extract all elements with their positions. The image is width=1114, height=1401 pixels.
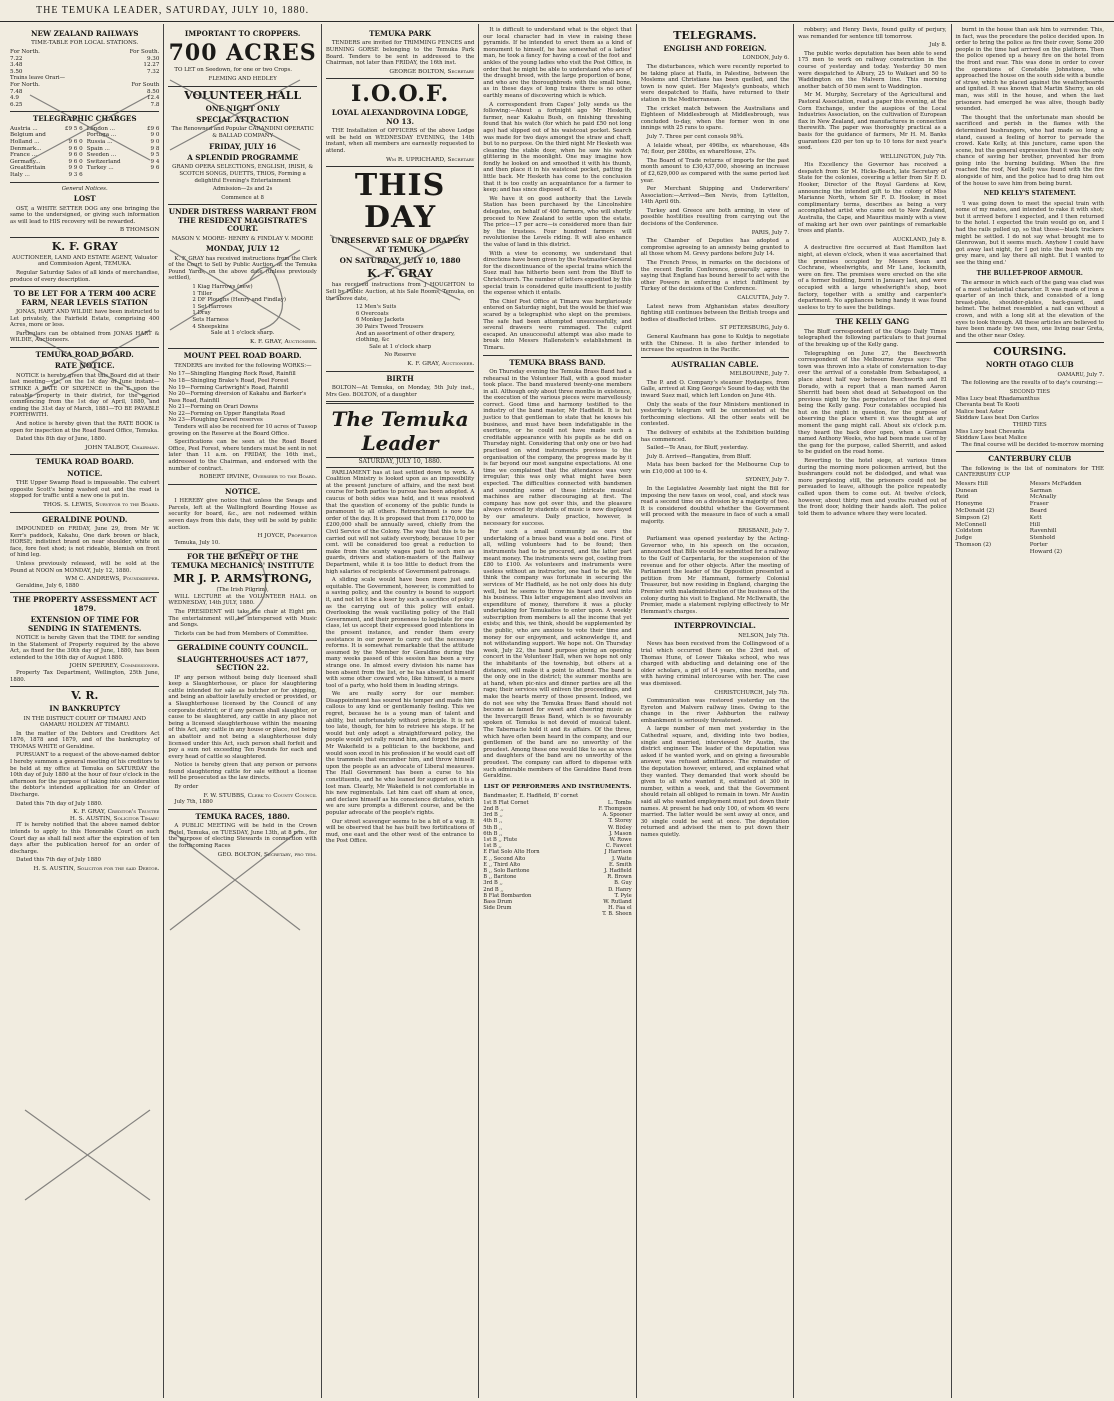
boarding-notice-signature: H JOYCE, Proprietor [257, 533, 317, 540]
kelly-gang-heading: THE KELLY GANG [835, 317, 910, 327]
railway-subheading: TIME-TABLE FOR LOCAL STATIONS. [31, 40, 139, 47]
south-time: 7.8 [150, 101, 160, 108]
distress-item: 1 Dray [192, 310, 211, 317]
slaughter-signature: F. W. STUBBS, Clerk to County Council [203, 792, 317, 799]
band-row: 1st B Flat Cornet L. Tombs [483, 799, 632, 806]
english-foreign-heading: ENGLISH AND FOREIGN. [663, 44, 767, 53]
band-row: B ,, Solo Baritone J. Hadfield [483, 867, 632, 874]
pound-heading: GERALDINE POUND. [42, 514, 128, 524]
telegram-paragraph: CALCUTTA, July 7. [737, 295, 790, 301]
interprovincial-paragraph: News has been received from the Collingwood of a trial which occurred there on the 23rd inst. of Thomas Hune, of Lower Takaka school, who was charged with abducting and detaining one of the older scholars, a girl of 14 years, nine months, and with having criminal intercourse with her. The case was dismissed. [640, 641, 790, 687]
coursing-place: OAMARU, July 7. [1057, 371, 1104, 378]
distress-sale: Sale at 1 o'clock sharp. [210, 330, 275, 337]
hall-commence: Commence at 8 [221, 194, 264, 201]
rate-row: Germany... 9 6 0 [10, 158, 83, 165]
paper-date: SATURDAY, JULY 10, 1880. [326, 457, 474, 468]
races-text: A PUBLIC MEETING will be held in the Crown Hotel, Temuka, on TUESDAY, June 13th, at 8 p.m., for the purpose of electing Stewards in connection with the forthcoming Races [168, 823, 317, 850]
telegram-paragraph: AUCKLAND, July 8. [892, 236, 947, 243]
let-text: JONAS, HART AND WILDIE have been instructed to Let privately, the Fairfield Estate, comprising 400 Acres, more or less. [10, 309, 160, 329]
band-row: 5th B ,, W. Bixley [483, 824, 632, 831]
interprovincial-paragraph: A large number of men met yesterday in the Cathedral square, and, dividing into two bodies, single and married, interviewed Mr Austin, the district engineer. The leader of the deputation was asked if he wanted work, and on giving a favourable answer, was refused admittance. The remainder of the deputation however, entered, and explained what they wanted. They demanded that work should be given to all who wanted it, estimated at 300 in number, within a week, and that the Government should retain all obliged to remain in town. Mr Austin said all who wanted employment must put down their names. At present he had only 100, of whom 46 were married. The latter would be sent away at once, and 30 single could be sent at once. The deputation returned and advised the men to put down their names quietly. [640, 726, 790, 838]
extension-signature: JOHN SPERREY, Commissioner. [69, 663, 160, 670]
distress-text: K. F. GRAY has received instructions from the Clerk of the Court to Sell by Public Auction, at the Temuka Pound Yards, on the above date (unless previously settled), [168, 255, 317, 282]
nominator: Fraser [1029, 501, 1049, 508]
telegram-paragraph: The cricket match between the Australians and Eighteen of Middlesbrough at Middlesbrough, was concluded to-day, when the former won in one innings with 25 runs to spare. [640, 105, 790, 132]
road-board-heading: TEMUKA ROAD BOARD. [35, 350, 134, 360]
band-row: B Flat Bombardon T. Pyle [483, 892, 632, 899]
local-paragraph: With a view to economy, we understand that directions have been given by the Postmaster-General for the discontinuance of the special trains which the Suez mail has hitherto been sent from the Bluff to Christchurch. The number of letters expedited by this special train is considered quite insufficient to justify the expense which it entails. [483, 250, 632, 297]
telegram-paragraph: A destructive fire occurred at East Hamilton last night, at eleven o'clock, when it was ascertained that the premises occupied by Messrs Swan and Cochrane, wheelwrights, and Mr Lane, locksmith, were on fire. The premises were erected on the site of a former building, burnt in January last, and were occupied with a large wheelwright's shop, boot factory, together with a smithy and carpenter's department. No appliances being handy it was found useless to try to save the buildings. [798, 245, 947, 311]
band-row: 2nd B ,, F. Thompson [483, 805, 632, 812]
peel-heading: MOUNT PEEL ROAD BOARD. [183, 351, 302, 361]
peel-item: No 18—Shingling Brake's Road, Peel Forest [168, 377, 289, 384]
extension-place: Property Tax Department, Wellington, 25th June, 1880. [10, 669, 160, 683]
rate-row: Spain ... 9 8 [86, 145, 160, 152]
telegram-paragraph: robbery; and Henry Davis, found guilty of perjury, was remanded for sentence till tomorrow. [798, 27, 947, 40]
cable-paragraph: Only the seats of the four Ministers mentioned in yesterday's telegram will be uncontested at the forthcoming elections. All the other seats will be contested. [640, 401, 790, 428]
masthead-title: THE TEMUKA LEADER, SATURDAY, JULY 10, 1880. [36, 5, 310, 16]
bankruptcy-solicitor: H. S. AUSTIN, Solicitor Timaru [69, 815, 160, 822]
north-time: 3.48 [10, 62, 23, 69]
birth-heading: BIRTH [386, 373, 414, 383]
kelly-statement-heading: NED KELLY'S STATEMENT. [983, 190, 1076, 198]
bankruptcy-heading: IN BANKRUPTCY [49, 704, 121, 714]
north-label: For North. [10, 49, 40, 55]
nominator: Ravenhill [1029, 528, 1057, 535]
races-signature: GEO. BOLTON, Secretary, pro tem. [217, 851, 317, 858]
rate-row: Turkey ... 9 6 [86, 165, 160, 172]
bankruptcy-text-2: PURSUANT to a request of the above-named debtor I hereby summon a general meeting of his creditors to be held at my office at Temuka on SATURDAY the 10th day of July 1880 at the hour of four o'clock in the afternoon for the purpose of taking into consideration the debtor's intended application for an Order of Discharge. [10, 752, 160, 799]
nominator: Porter [1029, 542, 1048, 549]
slaughter-by: By order [174, 784, 199, 791]
nominator [956, 549, 1030, 556]
coursing-tie: SECOND TIES [1009, 388, 1050, 395]
peel-item: No 19—Forming Cartwright's Road, Rainfill [168, 384, 289, 391]
canterbury-text: The following is the list of nominators for THE CANTERBURY CUP [955, 465, 1104, 479]
band-row: Bass Drum W. Rutland [483, 898, 632, 905]
coursing-heading: COURSING. [993, 345, 1067, 359]
park-heading: TEMUKA PARK [369, 29, 431, 38]
kelly-paragraph: Reverting to the hotel siege, at various times during the morning more policemen arrived, but the bushrangers could not be dislodged, and what was more perplexing still, the prisoners could not be persuaded to leave, although the police repeatedly called upon them to come out. At twelve o'clock, however, about thirty men and youths rushed out of the front door, holding their hands aloft. The police told them to advance where they were located. [798, 458, 947, 517]
rate-row: Italy ... 9 3 6 [10, 171, 83, 178]
coursing-tie: Skiddaw Lass beat Don Carlos [955, 415, 1039, 422]
coursing-club: NORTH OTAGO CLUB [985, 360, 1074, 370]
peel-item: No 17—Shingling Hanging Rock Road, Rainfill [168, 371, 296, 378]
editorial-paragraph: PARLIAMENT has at last settled down to work. A Coalition Ministry is looked upon as an impossibility at the present juncture of affairs, and the next best course for both parties to pursue has been adopted. A caucus of both sides was held, and it was resolved that the question of economy of the public funds is paramount to all others. Retrenchment is now the order of the day. It is proposed that from £170,000 to £200,000 shall be annually saved, chiefly from the Civil Service of the Colony. The way that this is to be carried out will not satisfy everybody, because 10 per cent. will be considered too great a reduction to make from the scanty wages paid to such men as guards, drivers and station-masters of the Railway Department, while it is too little to deduct from the high salaries of recipients of Government patronage. [325, 469, 475, 575]
band-master: Bandmaster, E. Hadfield, B' cornet [483, 793, 579, 800]
slaughter-text: IF any person without being duly licensed shall keep a Slaughterhouse, or place for slaughtering cattle intended for sale as butcher or for shipping, and being an abattoir lawfully erected or provided, or a Slaughterhouse licensed by the Council of any corporate district; or if any person shall slaughter, or cause to be slaughtered, any cattle in any place not being a licensed slaughterhouse within the meaning of this Act, any cattle in any house or place, not being an abattoir and not being a slaughterhouse duly licensed under this Act, such person shall forfeit and pay a sum not exceeding Ten Pounds for each and every head of cattle so slaughtered. [168, 674, 317, 760]
telegram-paragraph: WELLINGTON, July 7th. [880, 153, 947, 160]
coursing-tie: Chevanta beat Te Kooti [955, 402, 1020, 409]
distress-item: 4 Sheepskins [192, 323, 229, 330]
rate-row [87, 172, 160, 179]
railway-timetable-temuka [10, 49, 159, 75]
coursing-final: The final course will be decided to-morrow morning [961, 441, 1104, 448]
nominators-list [956, 481, 1104, 556]
this-day-sale: Sale at 1 o'clock sharp [369, 343, 432, 350]
benefit-heading: FOR THE BENEFIT OF THE TEMUKA MECHANICS' INSTITUTE [171, 552, 314, 570]
peel-item: No 21—Forming on Orari Downs [168, 404, 259, 411]
distress-item: 1 Set Harrows [192, 303, 233, 310]
boarding-notice-text: I HEREBY give notice that unless the Swags and Parcels, left at the Wallingford Boarding House as security for board, &c., are not redeemed within seven days from this date, they will be sold by public auction. [168, 498, 317, 531]
editorial-paragraph: We are really sorry for our member. Disappointment has soured his temper and made him callous to any kind or gentlemanly feeling. This we regret, because he is a young man of talent and ability, but unfortunately without principle. It is not too late, though, for him to retrieve his steps. If he would but only adopt a straightforward policy, the people would yet rally round him, and forget the past. Mr Wakefield is a politician to the backbone, and would soon excel in his profession if he would cast off the trammels that encumber him, and throw himself upon the people as an advocate of Liberal measures. The Hall Government has been a curse to his constituents, and he who leaned for support on it is a lost man. Clearly, Mr Wakefield is not comfortable in his new regimentals. Let him cast off sham at once, and declare himself as his conscience dictates, which we are sure prompts a different course, and be the popular advocate of the people's rights. [325, 691, 475, 816]
ioof-signature: Wm R. UPRICHARD, Secretary [385, 156, 475, 163]
band-row: E Flat Solo Alto Horn J Harrison [483, 849, 632, 856]
north-time: 6.25 [10, 101, 23, 108]
band-row: E ,, Second Alto J. Waite [483, 855, 632, 862]
telegram-paragraph: Per Merchant Shipping and Underwriters' Association:—Arrived—Ben Nevis, from Lyttelton, 14th April 6th. [640, 186, 790, 206]
local-paragraph: The Chief Post Office at Timaru was burglariously entered on Saturday night, but the would be thief was scared by a telegraphist who slept on the premises. The safe had been attempted unsuccessfully, and several drawers were rummaged. The culprit escaped. An unsuccessful attempt was also made to break into Messrs Hallenstein's establishment in Timaru. [483, 298, 632, 351]
local-paragraph: A correspondent from Capes' Jolly sends us the following:—About a fortnight ago Mr Hesketh, farmer, near Kakahu Bush, on finishing threshing found that his watch (for which he paid £50 not long ago) had slipped out of his waistcoat pocket. Search was made for two days amongst the straw and chaff, but to no purpose. On the third night Mr Hesketh was cleaning the stable door, when he saw his watch glittering in the moonlight. One may imagine how fondly he looked on and smoothed it with his thumb, and then place it in his waistcoat pocket, patting its little back. Mr Hesketh has come to the conclusion that it is too costly an acquaintance for a farmer to keep; and has since disposed of it. [483, 101, 632, 194]
rate-row: Holland ... 9 6 0 [10, 138, 83, 145]
telegram-paragraph: Turkey and Greece are both arming, in view of possible hostilities resulting from carrying out the decisions of the Conference. [640, 207, 790, 228]
let-heading: TO BE LET FOR A TERM 400 ACRE FARM, NEAR LEVELS STATION [13, 289, 156, 307]
nominator: Messrs McFadden [1029, 480, 1082, 487]
telegrams-heading: TELEGRAMS. [673, 29, 757, 42]
hall-programme: A SPLENDID PROGRAMME [187, 153, 299, 162]
coursing-text: The following are the results of to day's coursing:— [961, 380, 1103, 387]
this-day-sub: UNRESERVED SALE OF DRAPERY AT TEMUKA [331, 236, 469, 254]
telegram-paragraph: ST PETERSBURG, July 6. [719, 325, 790, 332]
rate-row: Russia ... 9 0 [86, 138, 160, 145]
coursing-tie: Miss Lucy beat Chevanta [955, 428, 1025, 435]
editorial-paragraph: Our street scavenger seems to be a bit of a wag. It will be observed that he has built two fortifications of mud, one east and the other west of the entrance to the Post Office. [325, 818, 475, 845]
lost-heading: LOST [73, 194, 96, 204]
telegram-paragraph: The French Press, in remarks on the decisions of the recent Berlin Conference, generally agree in saying that England has bound herself to act with the other Powers in enforcing a strict fulfilment by Turkey of the decisions of the Conference. [640, 260, 790, 293]
column-3 [321, 24, 478, 1398]
lost-text: OST, a WHITE SETTER DOG any one bringing the same to the undersigned, or giving such information as will lead to HIS recovery will be rewarded. [10, 205, 160, 225]
distress-day: MONDAY, JULY 12 [205, 244, 280, 254]
distress-heading: UNDER DISTRESS WARRANT FROM THE RESIDENT MAGISTRATE'S COURT. [168, 207, 317, 234]
ioof-text: THE Installation of OFFICERS of the above Lodge will be held on WEDNESDAY EVENING, the 14th instant, when all members are earnestly requested to attend. [325, 128, 475, 154]
benefit-pilgrim: (The Irish Pilgrim), [216, 587, 269, 594]
telegram-paragraph: PARIS, July 7. [751, 229, 790, 236]
benefit-text-2: The PRESIDENT will take the chair at Eight pm. The entertainment will be interspersed with Music and Songs. [168, 608, 317, 629]
county-heading: GERALDINE COUNTY COUNCIL. [176, 643, 309, 653]
coursing-tie: Skiddaw Lass beat Malice [955, 435, 1027, 442]
band-row: B ,, Baritone R. Brown [483, 874, 632, 881]
kelly-paragraph: The thought that the unfortunate man should be sacrificed and perish in the flames with the determined bushrangers, who had made so long a stand, caused a feeling of horror to pervade the crowd. Kate Kelly, at this juncture, came upon the scene, but the general expression that it was the only chance of saving her brother, prevented her from going into the burning building. When the fire reached the roof, Ned Kelly was found with the fire alongside of him, and the police had to drag him out of the house to save him from being burnt. [955, 114, 1104, 187]
telegram-paragraph: General Kaufmann has gone to Kuldja to negotiate with the Chinese. It is also further intended to increase the squadron in the Pacific. [640, 333, 790, 354]
north-time: 7.48 [10, 88, 23, 95]
benefit-text: WILL LECTURE at the VOLUNTEER HALL on WEDNESDAY, 14th JULY, 1880. [168, 593, 317, 607]
benefit-name: MR J. P. ARMSTRONG, [173, 572, 313, 586]
extension-text: NOTICE is hereby Given that the TIME for sending in the Statement of Property required by the above Act, as fixed for the 30th day of June, 1880, has been extended to the 16th day of August 1880. [10, 634, 160, 661]
pound-date: Geraldine, July 6, 1880 [16, 582, 79, 589]
column-1 [6, 24, 163, 1398]
band-list-heading: LIST OF PERFORMERS AND INSTRUMENTS. [483, 783, 632, 790]
this-day-item: And an assortment of other drapery, clothing, &c [355, 330, 455, 344]
rate-row: London ... £9 6 [86, 125, 160, 132]
cable-paragraph: BRISBANE, July 7. [738, 527, 790, 534]
armour-heading: THE BULLET-PROOF ARMOUR. [976, 269, 1083, 277]
croppers-heading: IMPORTANT TO CROPPERS. [184, 29, 301, 38]
rate-row: Switzerland 9 4 [86, 158, 160, 165]
coursing-tie: Miss Lucy beat Rhadamanthus [955, 395, 1040, 402]
telegraph-rates [10, 126, 159, 179]
kgray-heading: K. F. GRAY [51, 239, 118, 253]
nominator: Simpson (2) [955, 514, 990, 521]
peel-text-2: Tenders will also be received for 10 acres of Tussop growing on the Reserve at the Board Office. [168, 424, 317, 437]
croppers-acres: 700 ACRES [168, 40, 317, 67]
cable-paragraph: The P. and O. Company's steamer Hydaspes, from Galle, arrived at King George's Sound to-day, with the inward Suez mail, which left London on June 4th. [640, 379, 790, 399]
nominator: Sarman [1029, 487, 1052, 494]
peel-item: No 22—Forming on Upper Rangitata Road [168, 410, 285, 417]
pound-text-2: Unless previously released, will be sold at the Pound at NOON on MONDAY, July 12, 1880. [10, 560, 160, 574]
band-row: 6th B ,, J. Mason [483, 830, 632, 837]
lost-signature: B THOMSON [119, 227, 160, 234]
editorial-paragraph: A sliding scale would have been more just and equitable. The Government, however, is committed to a saving policy, and the country is bound to support it, and not let it be a loser by such a sacrifice of policy as the carrying out of this policy will entail. Overlooking the weak vacillating policy of the Hall Government, and their proneness to legislate for one class, let us accept their expressed good intentions in the present instance, and render them every assistance in our power to carry out the necessary reforms. It is somewhat remarkable that the attitude assumed by the Member for Geraldine during the many weeks passed of this session has been a very strange one. In almost every division his name has been absent from the list, or he has absented himself with some other coward who, like himself, is a mere tool of a party, who hold them in leading strings. [325, 577, 475, 689]
telegram-paragraph: July 7. Three per cent consols 98¾. [646, 133, 744, 140]
this-day-item: 6 Overcoats [355, 310, 389, 317]
this-day-item: 30 Pairs Tweed Trousers [355, 323, 424, 330]
this-day-kgray: K. F. GRAY [367, 267, 434, 281]
interprovincial-paragraph: Communication was restored yesterday on the Eyreton and Malvern railway lines. Owing to the change in the river Ashburton the railway embankment is seriously threatened. [640, 698, 790, 724]
band-row: 3rd B ,, A. Spooner [483, 812, 632, 819]
kelly-paragraph: The armour in which each of the gang was clad was of a most substantial character. It was made of iron a quarter of an inch thick, and consisted of a long breast-plate, shoulder-plates, back-guard, and helmet. The helmet resembled a nail can without a crown, and with a long slit at the elevation of the eyes to look through. All these articles are believed to have been made by two men, one living near Greta, and the other near Oxley. [955, 280, 1104, 339]
rate-row: France ... 9 6 0 [10, 152, 83, 159]
distress-signature: K. F. GRAY, Auctioneer. [249, 338, 317, 345]
kgray-text: Regular Saturday Sales of all kinds of merchandise, produce of every description. [10, 270, 160, 283]
telegram-paragraph: July 8. [929, 42, 947, 49]
croppers-signature: FLEMING AND HEDLEY [208, 76, 277, 82]
park-signature: GEORGE BOLTON, Secretary [389, 68, 475, 75]
south-time: 9.30 [146, 55, 160, 62]
notice-text: THE Upper Swamp Road is impassable. The culvert opposite Scott's being washed out and the road is stopped for traffic until a new one is put in. [10, 480, 160, 500]
rate-text-2: And notice is hereby given that the RATE BOOK is open for inspection at the Road Board Office, Temuka. [10, 421, 160, 434]
extension-heading: EXTENSION OF TIME FOR SENDING IN STATEMENTS. [27, 615, 142, 633]
nominator: Beard [1029, 508, 1047, 515]
band-row: 4th B ,, T. Storey [483, 818, 632, 825]
distress-item: 1 Kiag Harrows (new) [192, 283, 253, 290]
nominator: McDonald (2) [955, 508, 995, 515]
north-time: 7.22 [10, 55, 23, 62]
band-row: T. B. Sheen [602, 911, 632, 918]
trains-leave-orari: Trains leave Orari— [10, 75, 66, 82]
rate-row: Portuga ... 9 0 [86, 132, 160, 139]
general-notices-heading: General Notices. [61, 185, 108, 192]
telegram-paragraph: Mr M. Murphy, Secretary of the Agricultural and Pastoral Association, read a paper this evening, at the Corn Exchange, under the auspices of the Local Industries Association, on the cultivation of European flax in New Zealand, and manufactures in connection therewith. The paper was thoroughly practical as a basis for the guidance of farmers, Mr H. M. Banks guarantees £20 per ton up to 10 tons for next year's seed. [798, 92, 947, 152]
south-label: For South [131, 81, 160, 88]
this-day-date: ON SATURDAY, JULY 10, 1880 [339, 255, 461, 265]
column-5 [636, 24, 793, 1398]
kelly-paragraph: burnt in the house than ask him to surrender. This, in fact, was the procedure the police decided upon. In order to bring the police as fire their cover, Some 200 people in the time had arrived on the platform. Then the police opened up a heavy fire on the hotel from the front and rear. This was done in order to cover the operations of Constable Johnstone, who approached the house on the south side with a bundle of straw, which he placed against the weatherboards and ignited. It was known that Martin Sherry, an old man, was still in the house, and when the last prisoners had emerged he was alive, though badly wounded. [955, 27, 1104, 113]
column-7 [951, 24, 1108, 1398]
distress-parties: MASON V. MOORE- HENRY & FINDLAY V. MOORE [171, 235, 314, 242]
kelly-paragraph: Telegraphing on June 27, the Beechworth correspondent of the Melbourne Argus says: 'The town was thrown into a state of consternation to-day over the arrival of a constable from Sebastapool, a place about half way between Beechworth and El Dorado, with a report that a man named Aaron Sherritt had been shot dead at Sebastopool on the previous night by the perpetrators of the foul deed being the Kelly gang. Four constables occupied his hut on the night in question, for the purpose of observing the place where it was thought at any moment the gang might call. About six o'clock p.m. they heard the back door open, when a German named Anthony Weeks, who had been made use of by the gang for the purpose, called Sherritt, and asked to be guided on the road home. [798, 350, 947, 456]
bankruptcy-court: IN THE DISTRICT COURT OF TIMARU AND OAMARU HOLDEN AT TIMARU. [23, 715, 146, 729]
notice-signature: THOS. S. LEWIS, Surveyor to the Board. [43, 501, 160, 508]
cable-paragraph: In the Legislative Assembly last night the Bill for imposing the new taxes on wool, coal, and stock was read a second time on a division by a majority of two. It is considered doubtful whether the Government will proceed with the measure in face of such a small majority. [640, 486, 790, 526]
rate-row: Denmark... 9 6 0 [10, 145, 83, 152]
boarding-notice-heading: NOTICE. [225, 486, 261, 496]
peel-signature: ROBERT IRVINE, Overseer to the Board. [199, 474, 317, 481]
nominator: Hill [1029, 521, 1041, 528]
rate-row: Belgium and [10, 132, 46, 139]
paper-title: The Temuka Leader [331, 407, 469, 456]
band-paragraph: For such a small community as ours the undertaking of a brass band was a bold one. First of all, willing volunteers had to be found; then instruments had to be procured, and the latter part meant money. The instruments were got, costing from £80 to £100. As volunteers and instruments were useless without an instructor, one had to be got. We think the company was fortunate in securing the services of Mr Hadfield, as he not only does his duty well, but he seems to throw his heart and soul into his business. This latter engagement also involves an expenditure of money, therefore it was a plucky undertaking for Temukaites to enter upon. A weekly subscription from members is all the income that yet exists; and this, we think, should be supplemented by the public, who are anxious to vote their time and money for our enjoyment, and acknowledge it, and not withstanding support. We hope not. On Thursday week, July 22, the band purpose giving an opening concert in the Volunteer Hall, when we hope not only the inhabitants of the township, but others at a distance, will make it a point to attend. The band is the only one in the district; the summer months are at hand, when pic-nics and dinner parties are all the rage; their services will enliven the proceedings, and make the hearts merry of those present. Indeed, we do not see why the Temuka Brass Band should not become as famed for sweet and cheering music as the Invercargill Brass Band, which is so favourably spoken of. Temuka is not devoid of musical talent. The Tabernacle hold it and its affairs. Of the three, which have often been heard in the company, and our gentlemen of the band are no unworthy of the proudest. Among these one would like to see as wives and daughters of the band are no unworthy of the proudest. The company can afford to dispense with such admirable members of the Geraldine Band from Geraldine. [483, 529, 632, 780]
telegraph-heading: TELEGRAPHIC CHARGES [32, 114, 137, 124]
nominator: Judge [955, 535, 972, 542]
hall-one-night: ONE NIGHT ONLY [205, 103, 280, 113]
cable-paragraph: SYDNEY, July 7. [745, 477, 790, 484]
hall-friday: FRIDAY, JULY 16 [209, 141, 277, 151]
telegram-paragraph: The Board of Trade returns of imports for the past month amount to £30,437,000, showing an increase of £2,629,000 as compared with the same period last year. [640, 157, 790, 184]
distress-item: Sets Harness [192, 316, 229, 323]
cable-paragraph: The delivery of exhibits at the Exhibition building has commenced. [640, 429, 790, 443]
column-2 [163, 24, 320, 1398]
bankruptcy-text-3: IT is hereby notified that the above named debtor intends to apply to this Honorable Court on such Court day as shall fall next after the expiration of ten days after the publication hereof for an order of discharge. [10, 822, 160, 855]
ioof-heading: I.O.O.F. [351, 81, 450, 108]
telegram-paragraph: LONDON, July 6. [742, 55, 790, 62]
peel-text: TENDERS are invited for the following WORKS:— [174, 362, 312, 369]
south-label: For South. [129, 49, 160, 55]
rate-signature: JOHN TALBOT, Chairman. [85, 444, 160, 451]
masthead [0, 0, 1114, 22]
slaughter-date: July 7th, 1880 [174, 799, 213, 806]
band-row: 1st B ,, C. Fawcet [483, 843, 632, 850]
croppers-text: TO LET on Seedown, for one or two Crops. [174, 67, 292, 74]
telegram-paragraph: A lelaide wheat, per 496lbs, ex wharehouse, 48s 7d; flour, per 280lbs, ex whareHouse, 27s. [640, 142, 790, 156]
rate-row: Sweden ... 9 5 [86, 152, 160, 159]
notice-heading: NOTICE. [67, 468, 103, 478]
property-act-heading: THE PROPERTY ASSESSMENT ACT 1879. [12, 595, 157, 613]
band-row: 1st B ,, Flute W. Rowe [483, 836, 632, 843]
band-row: E ,, Third Alto E. Smith [483, 861, 632, 868]
bankruptcy-date: Dated this 7th day of July 1880. [16, 800, 103, 807]
slaughter-text-2: Notice is hereby given that any person or persons found slaughtering cattle for sale without a license will be prosecuted as the law directs. [168, 762, 317, 782]
let-text-2: Particulars can be obtained from JONAS HART & WILDIE, Auctioneers. [10, 330, 160, 344]
cable-paragraph: MELBOURNE, July 7. [729, 371, 790, 378]
hall-admission: Admission—2s and 2s [212, 186, 273, 193]
ioof-lodge: LOYAL ALEXANDROVINA LODGE, NO 13. [331, 108, 469, 126]
park-text: TENDERS are invited for TRIMMING FENCES and BURNING GORSE belonging to the Temuka Park Board. Tenders to be sent in addressed to the Chairman, not later than FRIDAY, the 16th inst. [325, 40, 475, 67]
slaughter-heading: SLAUGHTERHOUSES ACT 1877, SECTION 22. [177, 654, 309, 673]
nominator: McAnally [1029, 494, 1057, 501]
band-row: 2nd B ,, D. Hanry [483, 886, 632, 893]
bankruptcy-text: In the matter of the Debtors and Creditors Act 1876, 1878 and 1879, and of the bankruptcy of THOMAS WHITE of Geraldine. [10, 730, 160, 750]
band-paragraph: On Thursday evening the Temuka Brass Band had a rehearsal in the Volunteer Hall, with a good muster took place. The band mustered twenty-one members in all. Although only about three months in existence, the execution of the various pieces were marvellously correct. Good time and harmony testified to the industry of the band master, Mr Hadfield. It is but justice to that gentleman to state that he knows his business, and must have been indefatigable in the exertions, or he could not have made such a creditable appearance with his pupils as he did on Thursday night. Considering that only one or two had practised on wind instruments previous to the organisation of the company, the progress made by it is far beyond our most sanguine expectations. At one time we complained that the attendance was very irregular; this was only what might have been expected. The difficulties connected with bandsmen and sounding some of these intricate musical machines are rather discouraging at first. The company has now got over this, and the pleasure always evinced by students of music is now displayed by our amateurs. Daily practice, however, is necessary for success. [483, 368, 632, 527]
local-paragraph: It is difficult to understand what is the object that our local character had in view in raising these pyramids. If he intended to erect them as a kind of monument to himself, he has somewhat of a ladies' man, he took a fancy for having a coat of the foot and ankles of the young ladies who visit the Post Office, in order that he might be able to understand who are of the draught breed, with the large proportion of bone, and who are the thoroughbreds with the small bone, as in these days of long trains there is no other earthly means of discovering which is which. [483, 27, 632, 99]
boarding-notice-place: Temuka, July 10. [174, 539, 220, 546]
telegram-paragraph: The public works deputation has been able to send 175 men to work on railway construction in the course of yesterday and today. Yesterday 50 men were despatched to Albury, 25 to Waikari and 50 to Waddington on the Malvern line. This morning another batch of 50 men sent to Waddington. [798, 50, 947, 90]
north-label: For North. [10, 81, 40, 88]
coursing-tie: Malice beat Aster [955, 408, 1004, 415]
band-list [483, 800, 631, 918]
cable-paragraph: Parliament was opened yesterday by the Acting-Governor who, in his speech on the occasion, announced that Bills would be submitted for a railway to the Gulf of Carpentaria, for the suspension of the revenue and for other objects. After the meeting of Parliament the leader of the Opposition presented a petition from Mr Hammant, formerly Colonial Treasurer, but now residing in England, charging the Premier with maladministration of the business of the colony during his visit to England. Mr McIlwraith, the Premier, made a statement replying effectively to Mr Hemmant's charges. [640, 536, 790, 615]
railway-heading: NEW ZEALAND RAILWAYS [30, 29, 139, 38]
telegram-paragraph: The Chamber of Deputies has adopted a compromise agreeing to an amnesty being granted to all those whom M. Grevy pardons before July 14. [640, 238, 790, 258]
cable-paragraph: Sailed—Te Anau, for Bluff, yesterday. [646, 445, 749, 452]
interprovincial-paragraph: CHRISTCHURCH, July 7th. [714, 689, 790, 696]
south-time: 12.4 [146, 95, 160, 102]
nominator: Messrs Hill [955, 480, 988, 487]
band-row: Side Drum H. Faa el [483, 905, 632, 912]
bankruptcy-signature: K. F. GRAY, Creditor's Trustee [73, 809, 160, 816]
this-day-text: has received instructions from J HOUGHTON to Sell by Public Auction, at his Sale Rooms, Temuka, on the above date, [325, 282, 475, 302]
interprovincial-heading: INTERPROVINCIAL. [673, 621, 756, 631]
kelly-paragraph: 'I was going down to meet the special train with some of my mates, and intended to rake it with shot; but it arrived before I expected, and I then returned to the hotel. I expected the train would go on, and I had the rails pulled up, so that those—black trackers might be settled. I do not say what brought me to Glenrowan, but it seems much. Anyhow I could have got away last night, for I got into the bush with my grey mare, and lay there all night. But I wanted to see the thing end.' [955, 200, 1104, 266]
nominator: Stenhold [1029, 535, 1056, 542]
rate-date: Dated this 8th day of June, 1880. [16, 436, 107, 443]
peel-text-3: Specifications can be seen at the Road Board Office, Peel Forest, where tenders must be sent in not later than 11 a.m. on FRIDAY, the 16th inst., addressed to the Chairman, and endorsed with the number of contract. [168, 439, 317, 472]
nominator: Thomson (2) [955, 542, 992, 549]
hall-heading: VOLUNTEER HALL [184, 88, 302, 102]
column-4 [478, 24, 635, 1398]
pound-text: IMPOUNDED on FRIDAY, June 29, from Mr W. Kerr's paddock, Kakahu, One dark brown or black, HORSE; indistinct brand on near shoulder, white on face, fore feet shod; is not rideable, blemish on front of hind leg. [10, 525, 160, 559]
benefit-text-3: Tickets can be had from Members of Committee. [174, 630, 309, 637]
railway-timetable-orari [10, 82, 159, 108]
distress-item: 2 DF Ploughs (Henry and Findlay) [192, 297, 286, 304]
hall-company: The Renowned and Popular CARANDINI OPERATIC & BALLAD COMPANY [171, 126, 314, 139]
band-heading: TEMUKA BRASS BAND. [509, 357, 606, 367]
column-6 [793, 24, 950, 1398]
rate-row: Austria ... £9 5 6 [10, 125, 83, 132]
peel-item: No 20—Forming diversion of Kakahu and Barker's Pass Road, Rainfill [168, 391, 307, 404]
this-day-item: 12 Men's Suits [355, 304, 397, 311]
kgray-title: AUCTIONEER, LAND AND ESTATE AGENT, Valuator and Commission Agent, TEMUKA. [11, 254, 158, 268]
distress-item: 1 Tiller [192, 290, 213, 297]
nominator: Honeyme [955, 501, 983, 508]
hall-special: SPECIAL ATTRACTION [196, 115, 289, 124]
north-time: 4.9 [10, 95, 19, 102]
coursing-tie: THIRD TIES [1012, 421, 1047, 428]
this-day-reserve: No Reserve [384, 352, 416, 359]
interprovincial-paragraph: NELSON, July 7th. [738, 632, 790, 639]
band-row: 3rd B ,, B. Guy [483, 880, 632, 887]
south-time: 12.27 [143, 62, 160, 69]
south-time: 8.50 [146, 88, 160, 95]
local-paragraph: We have it on good authority that the Levels Station has been purchased by the Lincolnshire delegates, on behalf of 400 farmers, who will shortly proceed to New Zealand to settle upon the estate. The price—17 per acre—is considered more than fair by the trustees. Four hundred farmers will revolutionise the Levels riding. It will also enhance the value of land in this district. [483, 195, 632, 248]
kelly-paragraph: The Bluff correspondent of the Otago Daily Times telegraphed the following particulars to that journal of the breaking up of the Kelly gang. [798, 328, 947, 348]
cable-paragraph: July 8. Arrived—Rangatira, from Bluff. [646, 453, 752, 460]
road-board-heading-2: TEMUKA ROAD BOARD. [35, 457, 134, 467]
nominator: Coldstom [955, 528, 983, 535]
this-day-item: 6 Monkey Jackets [355, 317, 405, 324]
nominator: Kett [1029, 514, 1042, 521]
south-time: 7.32 [146, 68, 160, 75]
rate-notice-heading: RATE NOTICE. [54, 361, 115, 371]
nominator: Howard (2) [1029, 548, 1063, 555]
this-day-signature: K. F. GRAY, Auctioneer. [407, 360, 475, 367]
bankruptcy-date-2: Dated this 7th day of July 1880 [16, 857, 101, 864]
north-time: 5.50 [10, 68, 23, 75]
this-day-heading: THIS DAY [354, 168, 446, 236]
bankruptcy-vr: V. R. [71, 689, 99, 703]
canterbury-heading: CANTERBURY CLUB [988, 454, 1072, 464]
nominator: McConnell [955, 521, 987, 528]
races-heading: TEMUKA RACES, 1880. [195, 811, 290, 821]
nominator: Dunean [955, 487, 978, 494]
pound-signature: WM C. ANDREWS, Poundkeeper. [65, 576, 160, 583]
hall-text-2: GRAND OPERA SELECTIONS, ENGLISH, IRISH, & SCOTCH SONGS, DUETTS, TRIOS, Forming a delightful Evening's Entertainment [172, 164, 314, 184]
birth-text: BOLTON—At Temuka, on Monday, 5th July inst., Mrs Geo. BOLTON, of a daughter [325, 384, 475, 398]
rate-row: GreatBritain 9 9 0 [10, 165, 83, 172]
rate-text: NOTICE is hereby given that this Board did at their last meeting—viz., on the 1st day of June instant—STRIKE A RATE OF SIXPENCE in the £ upon the rateable property in their district, for the period commencing from the 1st day of April, 1880, and ending the 31st day of March, 1881—TO BE PAYABLE FORTHWITH. [10, 372, 160, 419]
telegram-paragraph: The disturbances, which were recently reported to be taking place at Haifa, in Palestine, between the Moslems and Christians has been quelled, and the town is now quiet. Her Majesty's gunboats, which were despatched to Haifa, have returned to their station in the Mediterranean. [640, 64, 790, 103]
newspaper-columns [6, 24, 1108, 1398]
bankruptcy-signature-2: H. S. AUSTIN, Solicitor for the said Debtor. [33, 865, 160, 872]
telegram-paragraph: Latest news from Afghanistan states desultory fighting still continues between the British troops and bodies of disaffected tribes. [640, 303, 790, 323]
australian-cable-heading: AUSTRALIAN CABLE. [671, 359, 759, 369]
peel-item: No 23—Ploughing Gravel reserves [168, 417, 263, 424]
nominator: Reid [955, 494, 969, 501]
cable-paragraph: Mata has been backed for the Melbourne Cup to win £10,000 at 100 to 4. [640, 462, 790, 475]
telegram-paragraph: His Excellency the Governor has received a despatch from Sir M. Hicks-Beach, late Secretary of State for the colonies, covering a letter from Sir F. D. Hooker, Director of the Royal Gardens at Kew, announcing the intended gift to the colony of Miss Marianne North, whom Sir F. D. Hooker, in most complimentary terms, describes as being a very accomplished artist who came out to New Zealand, Australia, the Cape, and Mauritius mainly with a view of making art her own over paintings of remarkable trees and plants. [798, 162, 947, 235]
